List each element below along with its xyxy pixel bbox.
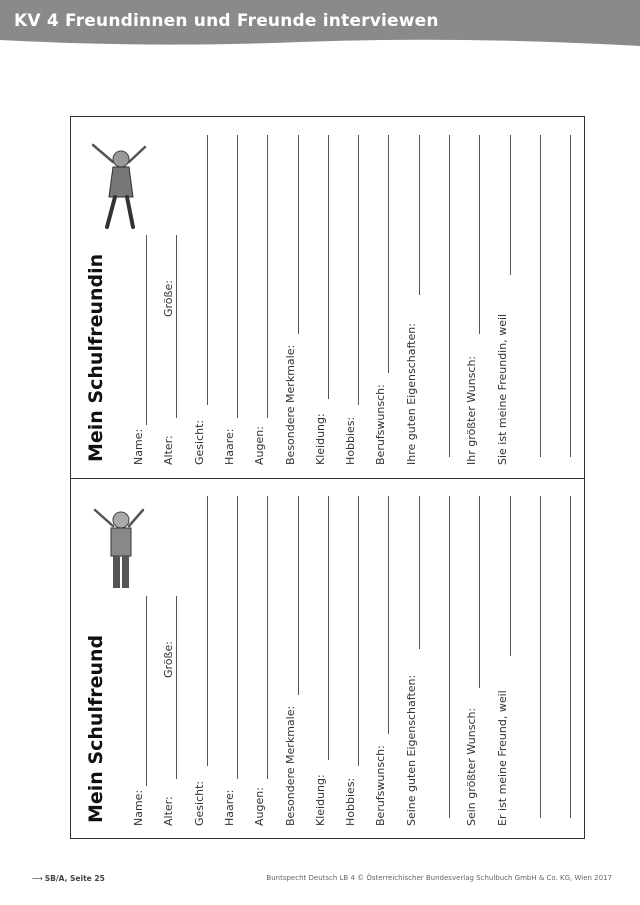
write-line[interactable] — [267, 496, 268, 779]
write-line[interactable] — [328, 496, 329, 760]
field-label: Hobbies: — [344, 416, 358, 465]
field-label: Alter: — [162, 796, 176, 826]
field-label: Berufswunsch: — [374, 745, 388, 826]
write-line[interactable] — [328, 135, 329, 399]
page-reference-text: SB/A, Seite 25 — [44, 874, 105, 883]
field-label: Augen: — [253, 787, 267, 826]
write-line[interactable] — [207, 496, 208, 766]
field-label: Größe: — [162, 641, 176, 678]
write-line[interactable] — [298, 135, 299, 334]
copyright-note: Buntspecht Deutsch LB 4 © Österreichischer Bundesverlag Schulbuch GmbH & Co. KG, Wien 2017 — [266, 874, 612, 882]
girl-figure-icon — [89, 127, 149, 237]
write-line[interactable] — [540, 135, 541, 457]
write-line[interactable] — [388, 496, 389, 734]
field-label: Ihr größter Wunsch: — [465, 355, 479, 465]
arrow-right-icon: ⟶ — [32, 874, 43, 883]
field-label: Ihre guten Eigenschaften: — [404, 323, 418, 465]
write-line[interactable] — [570, 135, 571, 457]
page-title: KV 4 Freundinnen und Freunde interviewen — [14, 11, 439, 31]
field-label: Kleidung: — [313, 413, 327, 465]
write-line[interactable] — [146, 596, 147, 786]
write-line[interactable] — [449, 135, 450, 457]
write-line[interactable] — [388, 135, 389, 373]
field-label: Alter: — [162, 435, 176, 465]
form-schulfreundin — [71, 117, 586, 478]
field-label: Gesicht: — [192, 419, 206, 465]
field-label: Name: — [132, 428, 145, 465]
form-schulfreund — [71, 478, 586, 839]
write-line[interactable] — [237, 496, 238, 779]
write-line[interactable] — [540, 496, 541, 818]
write-line[interactable] — [570, 496, 571, 818]
worksheet-frame — [70, 116, 585, 839]
field-label: Besondere Merkmale: — [283, 705, 297, 826]
field-label: Gesicht: — [192, 780, 206, 826]
write-line[interactable] — [267, 135, 268, 418]
form-title: Mein Schulfreund — [85, 634, 107, 823]
field-label: Haare: — [222, 789, 236, 826]
field-label: Seine guten Eigenschaften: — [404, 674, 418, 826]
write-line[interactable] — [419, 135, 420, 295]
form-title: Mein Schulfreundin — [85, 253, 107, 462]
write-line[interactable] — [146, 235, 147, 425]
write-line[interactable] — [298, 496, 299, 695]
write-line[interactable] — [479, 496, 480, 688]
field-label: Kleidung: — [313, 774, 327, 826]
header-band — [0, 0, 640, 48]
field-label: Größe: — [162, 280, 176, 317]
field-label: Berufswunsch: — [374, 384, 388, 465]
field-label: Hobbies: — [344, 777, 358, 826]
write-line[interactable] — [176, 596, 177, 779]
write-line[interactable] — [207, 135, 208, 405]
field-label: Haare: — [222, 428, 236, 465]
write-line[interactable] — [176, 235, 177, 418]
page-reference — [32, 874, 105, 883]
field-label: Er ist meine Freund, weil — [495, 690, 509, 826]
write-line[interactable] — [358, 135, 359, 405]
write-line[interactable] — [449, 496, 450, 818]
write-line[interactable] — [419, 496, 420, 649]
field-label: Augen: — [253, 426, 267, 465]
write-line[interactable] — [510, 135, 511, 275]
field-label: Sie ist meine Freundin, weil — [495, 313, 509, 465]
field-label: Sein größter Wunsch: — [465, 707, 479, 826]
write-line[interactable] — [510, 496, 511, 656]
write-line[interactable] — [358, 496, 359, 766]
field-label: Besondere Merkmale: — [283, 344, 297, 465]
write-line[interactable] — [479, 135, 480, 334]
write-line[interactable] — [237, 135, 238, 418]
boy-figure-icon — [89, 488, 149, 598]
field-label: Name: — [132, 789, 145, 826]
